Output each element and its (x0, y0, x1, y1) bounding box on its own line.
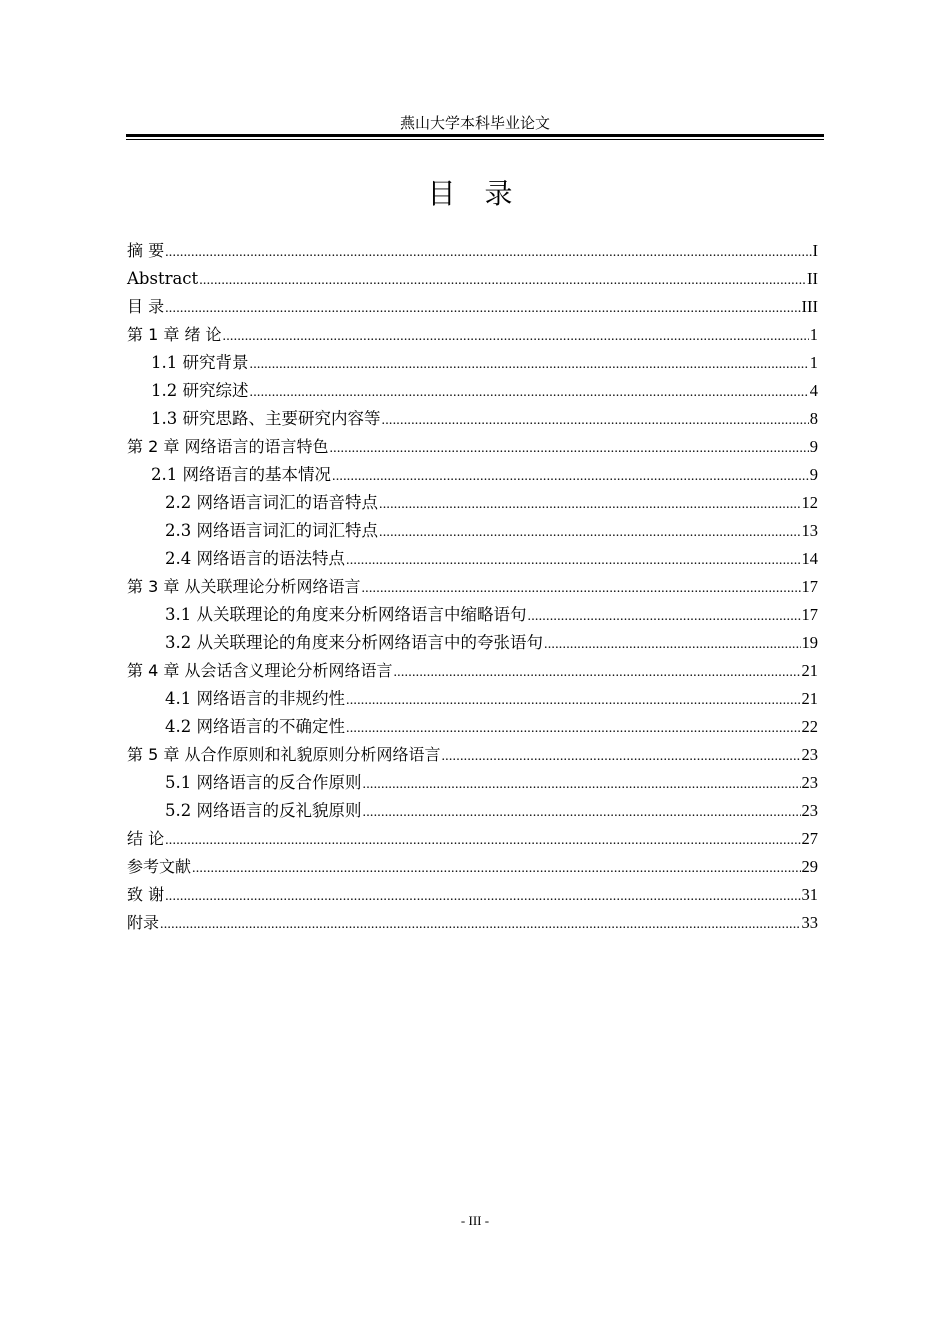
toc-entry-page: 31 (801, 885, 818, 904)
toc-entry-page: 23 (801, 745, 818, 764)
toc-entry-page: I (812, 241, 818, 260)
toc-entry-label: 参考文献 (127, 857, 192, 876)
toc-entry-page: 29 (801, 857, 818, 876)
toc-entry[interactable] (127, 265, 818, 293)
toc-entry-label: Abstract (127, 269, 199, 288)
toc-entry[interactable] (127, 349, 818, 377)
toc-entry[interactable] (127, 601, 818, 629)
toc-entry-label: 4.2 网络语言的不确定性 (165, 717, 345, 736)
toc-entry[interactable] (127, 825, 818, 853)
toc-entry[interactable] (127, 881, 818, 909)
toc-entry[interactable] (127, 629, 818, 657)
toc-entry-page: 33 (801, 913, 818, 932)
toc-dot-leader (332, 463, 809, 491)
toc-dot-leader (361, 575, 800, 603)
toc-entry[interactable] (127, 657, 818, 685)
header-rule-thin (126, 139, 824, 140)
toc-dot-leader (165, 239, 811, 267)
toc-entry-label: 2.3 网络语言词汇的词汇特点 (165, 521, 378, 540)
toc-entry-label: 3.1 从关联理论的角度来分析网络语言中缩略语句 (165, 605, 527, 624)
toc-entry-page: 23 (801, 773, 818, 792)
toc-entry-label: 5.1 网络语言的反合作原则 (165, 773, 362, 792)
table-of-contents (127, 237, 818, 937)
toc-dot-leader (544, 631, 801, 659)
toc-entry[interactable] (127, 237, 818, 265)
toc-entry[interactable] (127, 685, 818, 713)
toc-dot-leader (363, 771, 801, 799)
toc-entry-page: II (807, 269, 818, 288)
toc-entry-page: 1 (809, 353, 818, 372)
toc-dot-leader (329, 435, 808, 463)
toc-entry-page: 23 (801, 801, 818, 820)
page-number: - III - (460, 1213, 490, 1228)
toc-dot-leader (346, 547, 801, 575)
toc-dot-leader (223, 323, 809, 351)
toc-entry-page: 12 (801, 493, 818, 512)
toc-dot-leader (346, 687, 801, 715)
toc-title: 目 录 (427, 177, 523, 210)
toc-entry-page: 21 (801, 689, 818, 708)
toc-dot-leader (346, 715, 801, 743)
toc-entry-label: 第 5 章 从合作原则和礼貌原则分析网络语言 (127, 745, 441, 764)
toc-entry-page: 19 (801, 633, 818, 652)
toc-dot-leader (160, 911, 800, 939)
toc-dot-leader (528, 603, 801, 631)
toc-dot-leader (363, 799, 801, 827)
toc-entry-label: 第 4 章 从会话含义理论分析网络语言 (127, 661, 393, 680)
toc-entry[interactable] (127, 545, 818, 573)
toc-entry[interactable] (127, 405, 818, 433)
toc-entry-label: 2.4 网络语言的语法特点 (165, 549, 345, 568)
toc-entry[interactable] (127, 573, 818, 601)
toc-entry-label: 5.2 网络语言的反礼貌原则 (165, 801, 362, 820)
toc-entry[interactable] (127, 909, 818, 937)
toc-entry-page: 4 (809, 381, 818, 400)
toc-entry-label: 3.2 从关联理论的角度来分析网络语言中的夸张语句 (165, 633, 543, 652)
toc-entry-label: 2.2 网络语言词汇的语音特点 (165, 493, 378, 512)
toc-entry-page: 21 (801, 661, 818, 680)
toc-dot-leader (379, 519, 801, 547)
toc-entry-label: 4.1 网络语言的非规约性 (165, 689, 345, 708)
toc-entry-label: 第 2 章 网络语言的语言特色 (127, 437, 329, 456)
toc-entry-label: 致 谢 (127, 885, 165, 904)
toc-entry[interactable] (127, 321, 818, 349)
toc-dot-leader (379, 491, 801, 519)
toc-dot-leader (165, 827, 800, 855)
toc-dot-leader (382, 407, 809, 435)
toc-dot-leader (250, 351, 809, 379)
toc-entry-page: 13 (801, 521, 818, 540)
toc-dot-leader (393, 659, 800, 687)
toc-entry[interactable] (127, 853, 818, 881)
toc-entry[interactable] (127, 293, 818, 321)
toc-entry-page: 9 (809, 465, 818, 484)
toc-entry-label: 结 论 (127, 829, 165, 848)
header-rule-thick (126, 134, 824, 137)
toc-entry-label: 1.3 研究思路、主要研究内容等 (151, 409, 381, 428)
toc-dot-leader (165, 295, 800, 323)
running-header: 燕山大学本科毕业论文 (399, 114, 550, 132)
toc-dot-leader (250, 379, 809, 407)
toc-entry[interactable] (127, 433, 818, 461)
toc-entry-page: 8 (809, 409, 818, 428)
toc-entry-label: 2.1 网络语言的基本情况 (151, 465, 331, 484)
toc-entry[interactable] (127, 377, 818, 405)
toc-entry-page: 17 (801, 605, 818, 624)
toc-entry[interactable] (127, 741, 818, 769)
toc-entry-page: III (801, 297, 818, 316)
toc-entry-label: 第 3 章 从关联理论分析网络语言 (127, 577, 361, 596)
toc-dot-leader (441, 743, 800, 771)
toc-dot-leader (199, 267, 806, 295)
toc-entry-page: 1 (809, 325, 818, 344)
toc-entry-page: 22 (801, 717, 818, 736)
toc-entry[interactable] (127, 769, 818, 797)
toc-entry-label: 摘 要 (127, 241, 165, 260)
toc-entry[interactable] (127, 461, 818, 489)
toc-dot-leader (192, 855, 800, 883)
toc-entry-page: 14 (801, 549, 818, 568)
toc-entry-page: 9 (809, 437, 818, 456)
toc-entry-label: 目 录 (127, 297, 165, 316)
toc-entry-label: 第 1 章 绪 论 (127, 325, 222, 344)
toc-entry-label: 1.1 研究背景 (151, 353, 249, 372)
toc-entry[interactable] (127, 517, 818, 545)
toc-entry-page: 27 (801, 829, 818, 848)
toc-entry-page: 17 (801, 577, 818, 596)
toc-entry[interactable] (127, 489, 818, 517)
toc-entry-label: 附录 (127, 913, 160, 932)
toc-entry-label: 1.2 研究综述 (151, 381, 249, 400)
toc-entry[interactable] (127, 713, 818, 741)
toc-entry[interactable] (127, 797, 818, 825)
toc-dot-leader (165, 883, 800, 911)
